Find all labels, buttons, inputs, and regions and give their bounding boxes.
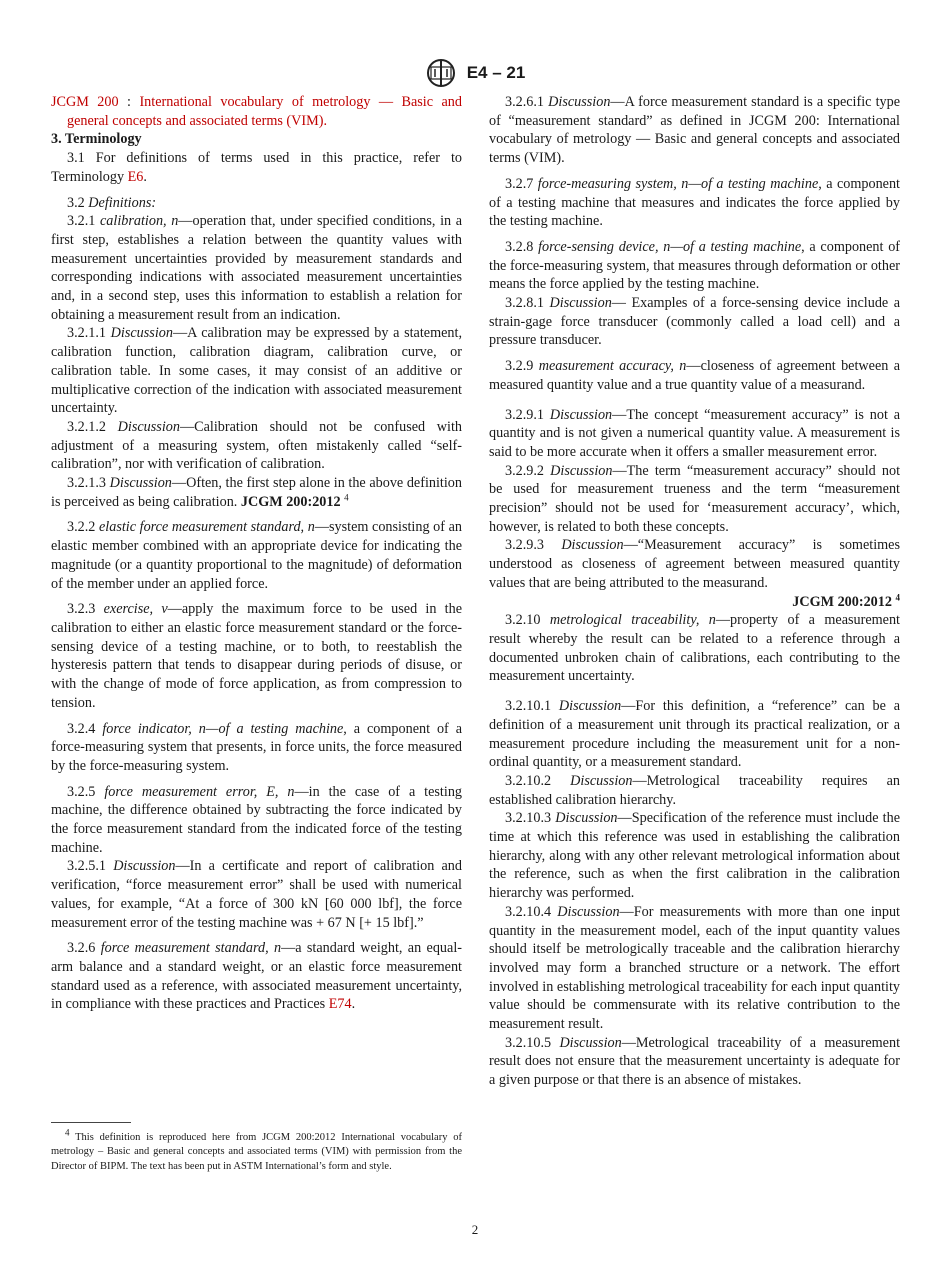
source-citation: JCGM 200:2012 xyxy=(240,493,341,510)
para-3-2-8-1: 3.2.8.1 Discussion— Examples of a force-sensing device include a strain-gage force transducer (commonly called a load cell) and a pressure transducer. xyxy=(489,295,901,349)
para-3-2-10-2: 3.2.10.2 Discussion—Metrological traceability requires an established calibration hierarchy. xyxy=(489,772,900,808)
section-heading: 3. Terminology xyxy=(51,131,142,148)
para-3-2-7: 3.2.7 force-measuring system, n—of a testing machine, a component of a testing machine that measures and indicates the force applied by the testing machine. xyxy=(489,175,900,230)
para-3-2-5: 3.2.5 force measurement error, E, n—in the case of a testing machine, the difference obtained by subtracting the force indicated by the force measurement standard from the indicated force of the testing machine. xyxy=(51,783,463,856)
para-3-2-9-2: 3.2.9.2 Discussion—The term “measurement accuracy” should not be used for measurement trueness and the term “measurement precision” should not be used for ‘measurement accuracy’, which, however, is related to both these concepts. xyxy=(489,462,901,535)
para-3-2-10-5: 3.2.10.5 Discussion—Metrological traceability of a measurement result does not ensure that the measurement uncertainty is adequate for a given purpose or that there is an absence of mistakes. xyxy=(489,1034,901,1089)
para-3-2-1-3: 3.2.1.3 Discussion—Often, the first step alone in the above definition is perceived as being calibration. JCGM 200:2012 $^4$ xyxy=(51,475,462,510)
para-3-2-3: 3.2.3 exercise, v—apply the maximum force to be used in the calibration to either an elastic force measurement standard or the force-sensing device of a testing machine, or to both, to reestablish the hysteresis pattern that tends to disappear during periods of disuse, or with the change of mode of force application, as from compression to tension. xyxy=(51,601,463,711)
document-code: E4 – 21 xyxy=(466,63,526,82)
para-3-2-5-1: 3.2.5.1 Discussion—In a certificate and report of calibration and verification, “force measurement error” shall be used with numerical values, for example, “At a force of 300 kN [60 000 lbf], the force measurement error of the testing machine was + 67 N [+ 15 lbf].” xyxy=(51,858,462,931)
footnote: $^4$ This definition is reproduced here from JCGM 200:2012 International vocabulary of metrology – Basic and general concepts and associated terms (VIM) with permission from the Director of BIPM. The text has been put in ASTM International’s form and style. xyxy=(51,1127,462,1172)
para-3-2-6-1: 3.2.6.1 Discussion—A force measurement standard is a specific type of “measurement standard” as defined in JCGM 200: International vocabulary of metrology — Basic and general concepts and associated terms (VIM). xyxy=(489,94,900,167)
para-3-2-10-1: 3.2.10.1 Discussion—For this definition, a “reference” can be a definition of a measurement unit through its practical realization, or a measurement procedure including the measurement unit for a non-ordinal quantity, or a measurement standard. xyxy=(489,698,900,771)
para-3-2-8: 3.2.8 force-sensing device, n—of a testing machine, a component of the force-measuring system, that measures through deformation or other means the force applied by the testing machine. xyxy=(489,238,901,293)
reference-title: International vocabulary of metrology — Basic and general concepts and associated terms (VIM). xyxy=(67,94,462,129)
para-3-2-10-3: 3.2.10.3 Discussion—Specification of the reference must include the time at which this reference was used in establishing the calibration hierarchy, along with any other relevant metrological information about the reference, such as when the first calibration in the calibration hierarchy was performed. xyxy=(489,810,900,902)
para-3-2-10-4: 3.2.10.4 Discussion—For measurements with more than one input quantity in the measurement model, each of the input quantity values should itself be metrologically traceable and the calibration hierarchy involved may form a branched structure or a network. The effort involved in establishing metrological traceability for each input quantity value should be commensurate with its relative contribution to the measurement result. xyxy=(489,903,900,1033)
para-3-2-4: 3.2.4 force indicator, n—of a testing machine, a component of a force-measuring system that presents, in force units, the force measured by the force-measuring system. xyxy=(51,720,463,774)
para-3-2-9: 3.2.9 measurement accuracy, n—closeness of agreement between a measured quantity value and a true quantity value of a measurand. xyxy=(489,358,900,393)
para-3-2-9-3: 3.2.9.3 Discussion—“Measurement accuracy” is sometimes understood as closeness of agreement between measured quantity values that are being attributed to the measurand. xyxy=(489,537,901,591)
reference-jcgm200: JCGM 200 : International vocabulary of metrology — Basic and general concepts and associated terms (VIM). xyxy=(51,94,462,129)
para-3-2-1: 3.2.1 calibration, n—operation that, under specified conditions, in a first step, establishes a relation between the quantity values with measurement uncertainties provided by measurement standards and corresponding indications with associated measurement uncertainties and, in a second step, uses this information to establish a relation for obtaining a measurement result from an indication. xyxy=(51,213,463,323)
para-3-2: 3.2 Definitions: xyxy=(67,194,157,211)
para-3-2-1-1: 3.2.1.1 Discussion—A calibration may be expressed by a statement, calibration function, calibration diagram, calibration curve, or calibration table. In some cases, it may consist of an additive or multiplicative correction of the indication with associated measurement uncertainty. xyxy=(51,325,462,417)
astm-logo-icon xyxy=(425,58,457,88)
left-column xyxy=(51,93,462,1014)
page-header xyxy=(0,58,950,88)
footnote-divider xyxy=(51,1122,131,1123)
para-3-1: 3.1 For definitions of terms used in this practice, refer to Terminology E6. xyxy=(51,150,462,185)
para-3-2-9-1: 3.2.9.1 Discussion—The concept “measurement accuracy” is not a quantity and is not given a numerical quantity value. A measurement is said to be more accurate when it offers a smaller measurement error. xyxy=(489,406,901,460)
para-3-2-2: 3.2.2 elastic force measurement standard, n—system consisting of an elastic member combined with an appropriate device for indicating the magnitude (or a quantity proportional to the magnitude) of deformation of the member under an applied force. xyxy=(51,519,462,592)
para-3-2-6: 3.2.6 force measurement standard, n—a standard weight, an equal-arm balance and a standard weight, or an elastic force measurement standard used as a reference, with associated measurement uncertainty, in compliance with these practices and Practices E74. xyxy=(51,940,462,1013)
link-e6[interactable]: E6 xyxy=(127,168,144,185)
reference-code-link[interactable]: JCGM 200 xyxy=(51,94,119,110)
para-3-2-10: 3.2.10 metrological traceability, n—property of a measurement result whereby the result can be related to a reference through a documented unbroken chain of calibrations, each contributing to the measurement uncertainty. xyxy=(489,612,900,685)
para-3-2-1-2: 3.2.1.2 Discussion—Calibration should not be confused with adjustment of a measuring system, often mistakenly called “self-calibration”, nor with verification of calibration. xyxy=(51,418,462,473)
page-number: 2 xyxy=(471,1222,479,1237)
right-column xyxy=(489,93,900,1090)
source-citation: JCGM 200:2012 $^4$ xyxy=(792,591,900,610)
link-e74[interactable]: E74 xyxy=(328,996,352,1013)
